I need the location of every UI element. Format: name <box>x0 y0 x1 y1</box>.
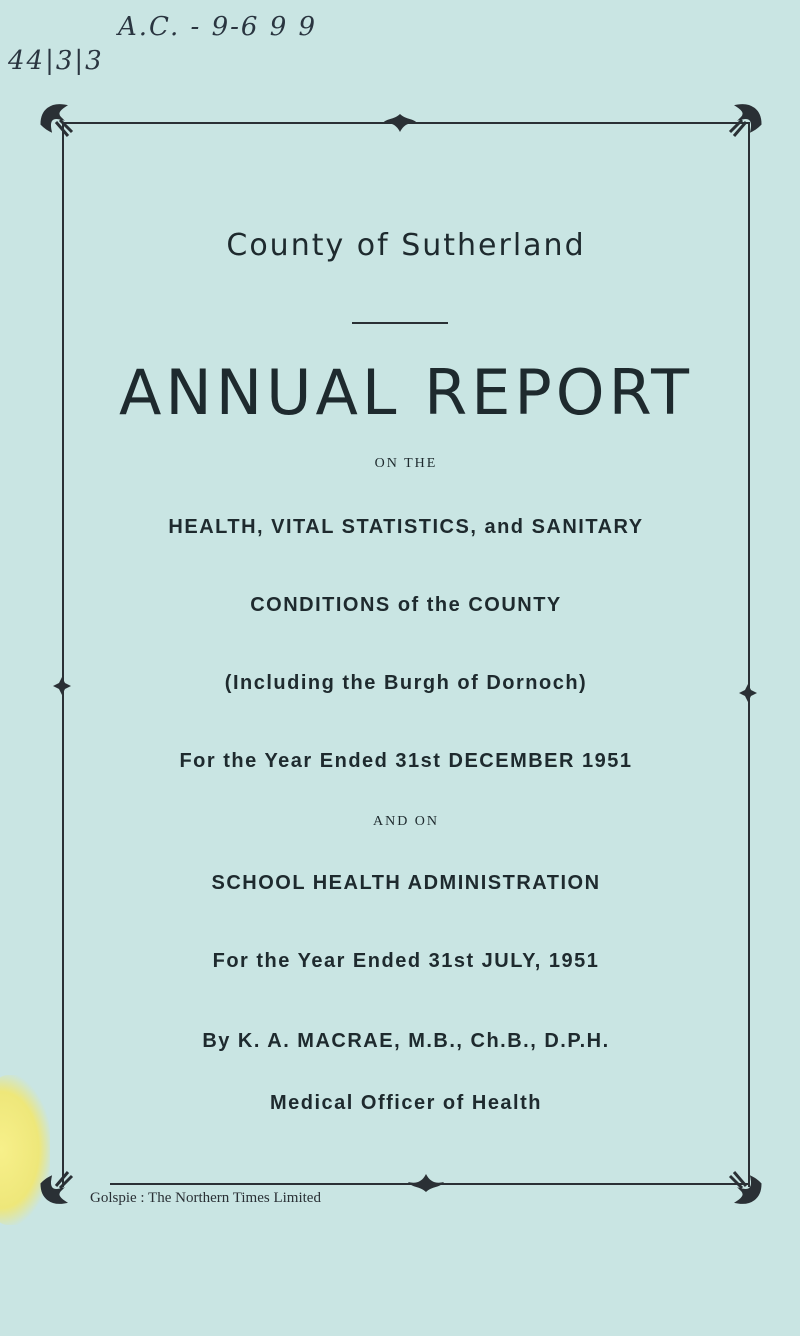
corner-ornament-icon <box>716 1160 764 1208</box>
subject-conditions-line: CONDITIONS of the COUNTY <box>250 594 562 616</box>
handwritten-catalogue-mark: A.C. - 9-6 9 9 <box>118 12 318 42</box>
corner-ornament-icon <box>38 1160 86 1208</box>
including-burgh-line: (Including the Burgh of Dornoch) <box>224 672 588 694</box>
printer-imprint: Golspie : The Northern Times Limited <box>90 1190 321 1206</box>
corner-ornament-icon <box>716 100 764 148</box>
report-title: ANNUAL REPORT <box>118 356 694 429</box>
year-ended-july-line: For the Year Ended 31st JULY, 1951 <box>212 950 600 972</box>
and-on-label: AND ON <box>372 814 440 829</box>
title-divider <box>352 322 448 324</box>
top-fleuron-icon <box>380 110 420 136</box>
county-heading: County of Sutherland <box>226 228 586 263</box>
author-title-line: Medical Officer of Health <box>270 1092 542 1114</box>
handwritten-shelf-number: 44|3|3 <box>8 46 104 76</box>
ornamental-border <box>62 122 750 1187</box>
on-the-label: ON THE <box>374 456 438 471</box>
bottom-fleuron-icon <box>406 1170 446 1196</box>
corner-ornament-icon <box>38 100 86 148</box>
author-line: By K. A. MACRAE, M.B., Ch.B., D.P.H. <box>202 1030 610 1052</box>
subject-health-line: HEALTH, VITAL STATISTICS, and SANITARY <box>168 516 644 538</box>
school-health-line: SCHOOL HEALTH ADMINISTRATION <box>211 872 601 894</box>
year-ended-december-line: For the Year Ended 31st DECEMBER 1951 <box>179 750 633 772</box>
